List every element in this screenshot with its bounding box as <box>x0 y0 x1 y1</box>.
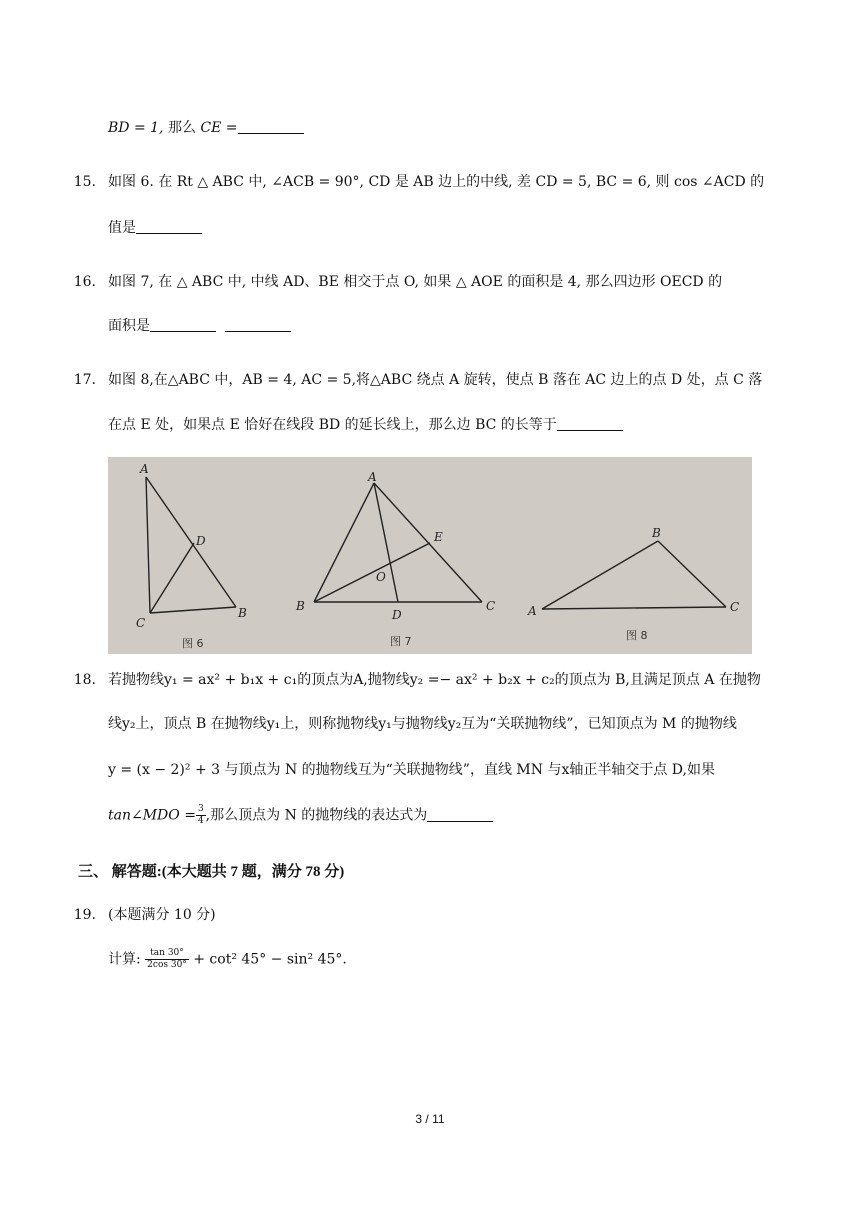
fig7-label-o: O <box>376 570 386 584</box>
q19-number: 19. <box>73 907 96 923</box>
q18-line4 <box>108 804 493 827</box>
q15-line2-text: 值是 <box>108 220 136 236</box>
fig6-label-d: D <box>196 534 206 548</box>
q17-line2 <box>108 415 623 435</box>
fig6-line-cd <box>150 543 194 613</box>
fig8-label-b: B <box>652 526 661 540</box>
fig6-line-ac <box>146 477 150 613</box>
answer-blank <box>150 317 216 332</box>
answer-blank <box>427 807 493 822</box>
q15-number: 15. <box>73 174 96 190</box>
fig7-line-be <box>314 543 430 602</box>
fig8-line-bc <box>658 541 726 607</box>
math-ce: CE = <box>200 120 238 136</box>
top-answer-line <box>108 118 304 138</box>
text-then: 那么 <box>163 120 201 136</box>
q18-line3: y = (x − 2)² + 3 与顶点为 N 的抛物线互为“关联抛物线”，直线 MN 与x轴正半轴交于点 D,如果 <box>108 762 715 778</box>
answer-blank <box>136 219 202 234</box>
answer-blank <box>238 119 304 134</box>
q16-number: 16. <box>73 274 96 290</box>
q18-line1: 若抛物线y₁ = ax² + b₁x + c₁的顶点为A,抛物线y₂ =− ax² + b₂x + c₂的顶点为 B,且满足顶点 A 在抛物 <box>108 672 761 688</box>
q19-fraction <box>145 948 189 971</box>
q17-number: 17. <box>73 372 96 388</box>
q17-line2-text: 在点 E 处，如果点 E 恰好在线段 BD 的延长线上，那么边 BC 的长等于 <box>108 417 557 433</box>
q18-number: 18. <box>73 672 96 688</box>
figures-svg <box>108 457 752 654</box>
section-heading: 三、 解答题:(本大题共 7 题，满分 78 分) <box>78 864 345 880</box>
fig8-line-ab <box>542 541 658 609</box>
q18-line2: 线y₂上，顶点 B 在抛物线y₁上，则称抛物线y₁与抛物线y₂互为“关联抛物线”，已知顶点为 M 的抛物线 <box>108 716 737 732</box>
fig6-label-c: C <box>136 616 146 630</box>
fig6-line-ab <box>146 477 236 607</box>
fig8-line-ac <box>542 607 726 609</box>
fig6-line-cb <box>150 607 236 613</box>
q19-frac-bottom: 2cos 30° <box>147 960 187 970</box>
fig6-label-b: B <box>238 606 247 620</box>
fig7-line-ac <box>374 483 482 602</box>
figure-6 <box>146 477 236 613</box>
fig7-label-c: C <box>486 599 496 613</box>
answer-blank <box>557 416 623 431</box>
q16-line1: 如图 7, 在 △ ABC 中, 中线 AD、BE 相交于点 O, 如果 △ AOE 的面积是 4, 那么四边形 OECD 的 <box>108 274 723 290</box>
q18-frac-bottom: 4 <box>197 816 204 826</box>
q19-calc <box>108 948 347 971</box>
q18-frac-top: 3 <box>197 804 204 814</box>
q18-fraction <box>196 804 206 827</box>
figure-7 <box>314 483 482 602</box>
q17-line1: 如图 8,在△ABC 中，AB = 4, AC = 5,将△ABC 绕点 A 旋转，使点 B 落在 AC 边上的点 D 处，点 C 落 <box>108 372 763 388</box>
q16-line2-text: 面积是 <box>108 318 150 334</box>
fig8-label-a: A <box>528 604 537 618</box>
q16-line2 <box>108 316 291 336</box>
q19-line1: (本题满分 10 分) <box>108 907 216 923</box>
q15-line2 <box>108 218 202 238</box>
fig7-label-a: A <box>368 470 377 484</box>
q19-frac-top: tan 30° <box>145 948 189 960</box>
q18-tan-expr: tan∠MDO = <box>108 807 196 824</box>
fig6-label-a: A <box>140 462 149 476</box>
fig8-label-c: C <box>730 600 740 614</box>
fig7-label-b: B <box>296 599 305 613</box>
answer-blank <box>225 317 291 332</box>
fig7-line-ad <box>374 483 398 602</box>
q18-line4-text: ,那么顶点为 N 的抛物线的表达式为 <box>205 807 428 824</box>
figure-8 <box>542 541 726 609</box>
fig7-caption: 图 7 <box>390 635 412 648</box>
page-number: 3 / 11 <box>415 1112 445 1126</box>
fig7-label-e: E <box>434 530 443 544</box>
fig7-line-ab <box>314 483 374 602</box>
q15-line1: 如图 6. 在 Rt △ ABC 中, ∠ACB = 90°, CD 是 AB 边上的中线, 差 CD = 5, BC = 6, 则 cos ∠ACD 的 <box>108 174 765 190</box>
fig7-label-d: D <box>392 608 402 622</box>
fig8-caption: 图 8 <box>626 629 648 642</box>
q19-calc-rest: + cot² 45° − sin² 45°. <box>188 951 347 968</box>
q19-calc-label: 计算: <box>108 951 141 968</box>
math-bd: BD = 1, <box>108 120 164 136</box>
figures-photo <box>108 457 752 654</box>
fig6-caption: 图 6 <box>182 637 204 650</box>
